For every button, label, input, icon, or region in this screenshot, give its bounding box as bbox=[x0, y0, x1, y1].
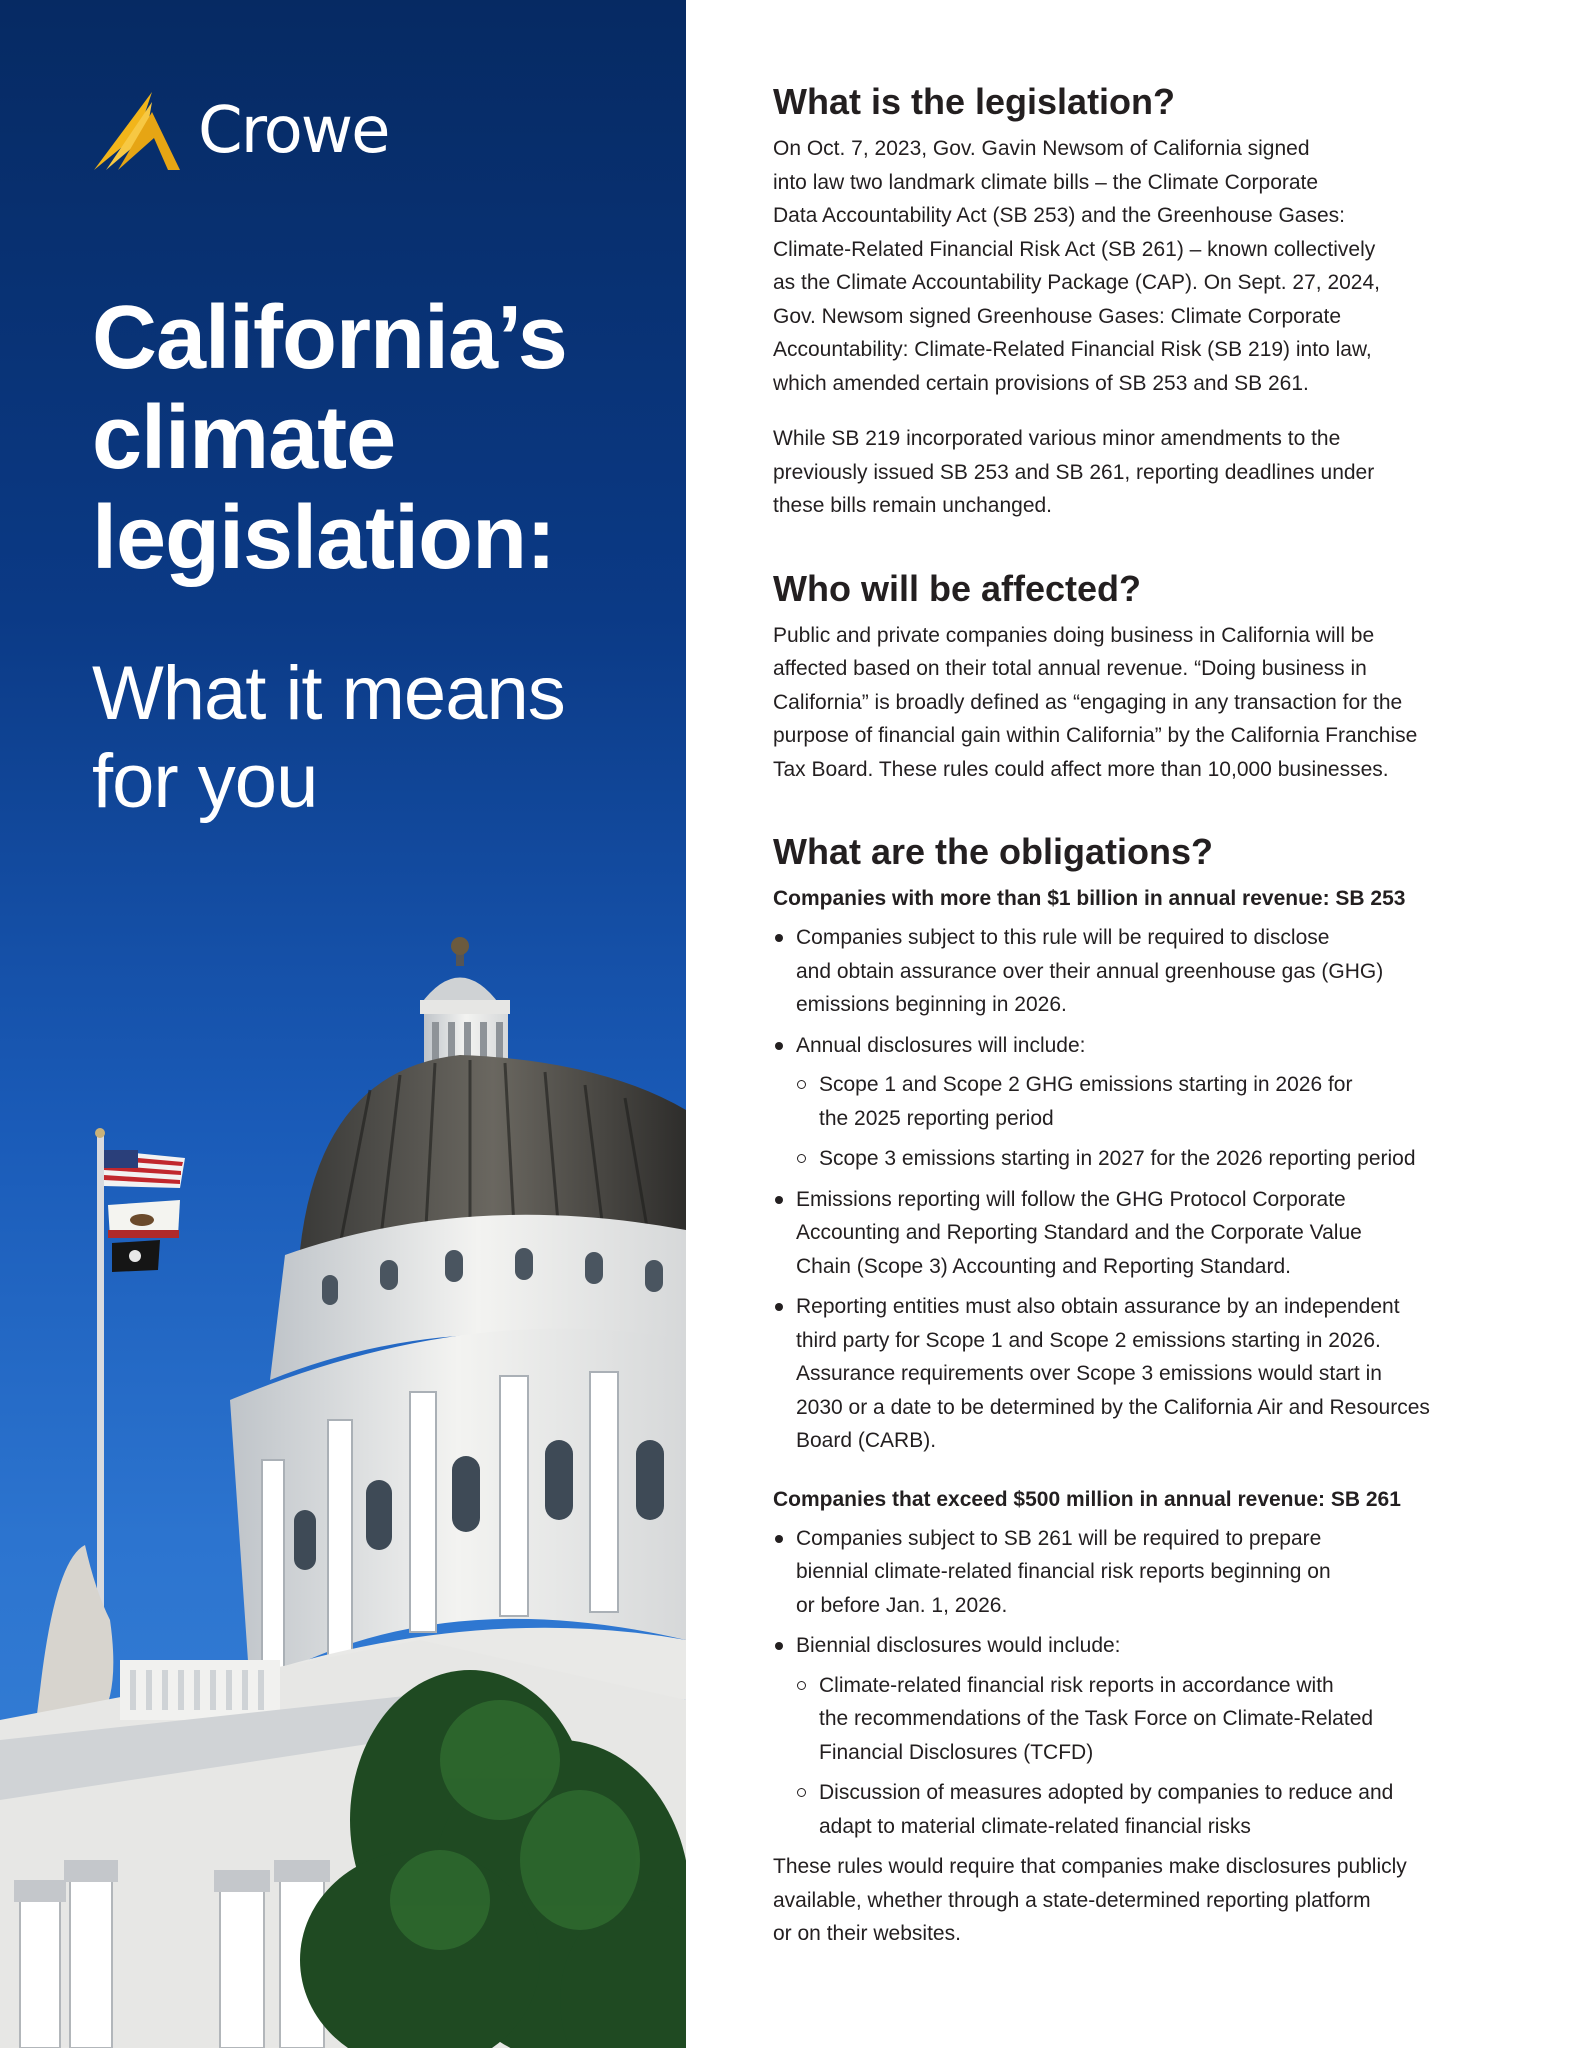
pow-mia-flag-icon bbox=[112, 1240, 160, 1272]
list-item: Companies subject to SB 261 will be required to prepare biennial climate-related financial risk reports beginning on or before Jan. 1, 2026. bbox=[773, 1522, 1493, 1623]
sub-list-item: Climate-related financial risk reports in accordance with the recommendations of the Task Force on Climate-Related Financial Disclosures (TCFD) bbox=[796, 1669, 1493, 1770]
crowe-logo-icon bbox=[92, 90, 184, 172]
sb253-list bbox=[773, 921, 1493, 1458]
heading-legislation: What is the legislation? bbox=[773, 81, 1176, 122]
brand-name: Crowe bbox=[198, 94, 389, 168]
california-flag-icon bbox=[108, 1200, 180, 1238]
closing-paragraph: These rules would require that companies make disclosures publicly available, whether through a state-determined reporting platform or on their websites. bbox=[773, 1855, 1407, 1945]
title-line: California’s bbox=[92, 288, 567, 388]
heading-obligations: What are the obligations? bbox=[773, 831, 1214, 872]
affected-paragraph: Public and private companies doing business in California will be affected based on their total annual revenue. “Doing business in California” is broadly defined as “engaging in any transaction for the purpose of financial gain within California” by the California Franchise Tax Board. These rules could affect more than 10,000 businesses. bbox=[773, 623, 1418, 781]
page-subtitle bbox=[92, 650, 652, 826]
list-item: Reporting entities must also obtain assurance by an independent third party for Scope 1 and Scope 2 emissions starting in 2026. Assurance requirements over Scope 3 emissions would start in 2030 or a date to be determined by the California Air and Resources Board (CARB). bbox=[773, 1290, 1493, 1458]
title-line: legislation: bbox=[92, 488, 556, 588]
sub-list-item: Discussion of measures adopted by companies to reduce and adapt to material climate-related financial risks bbox=[796, 1776, 1493, 1843]
heading-affected: Who will be affected? bbox=[773, 567, 1142, 609]
page-title bbox=[92, 288, 652, 588]
sub-list bbox=[796, 1669, 1493, 1844]
sb261-subheading: Companies that exceed $500 million in annual revenue: SB 261 bbox=[773, 1487, 1401, 1511]
sub-list-item: Scope 3 emissions starting in 2027 for the 2026 reporting period bbox=[796, 1142, 1493, 1176]
subtitle-line: for you bbox=[92, 739, 318, 824]
hero-panel bbox=[0, 0, 686, 2048]
subtitle-line: What it means bbox=[92, 651, 565, 736]
sb219-paragraph: While SB 219 incorporated various minor amendments to the previously issued SB 253 and SB 261, reporting deadlines under these bills remain unchanged. bbox=[773, 427, 1375, 517]
sb261-list bbox=[773, 1522, 1493, 1844]
list-item: Biennial disclosures would include: Climate-related financial risk reports in accordance with the recommendations of the Task Force on Climate-Related Financial Disclosures (TCFD) Discussion of measures adopted by companies to reduce and adapt to material climate-related financial risks bbox=[773, 1629, 1493, 1843]
title-line: climate bbox=[92, 388, 396, 488]
sub-list bbox=[796, 1068, 1493, 1176]
sb253-subheading: Companies with more than $1 billion in annual revenue: SB 253 bbox=[773, 887, 1406, 910]
list-item: Companies subject to this rule will be required to disclose and obtain assurance over their annual greenhouse gas (GHG) emissions beginning in 2026. bbox=[773, 921, 1493, 1022]
us-flag-icon bbox=[104, 1150, 185, 1188]
legislation-paragraph: On Oct. 7, 2023, Gov. Gavin Newsom of California signed into law two landmark climate bills – the Climate Corporate Data Accountability Act (SB 253) and the Greenhouse Gases: Climate-Related Financial Risk Act (SB 261) – known collectively as the Climate Accountability Package (CAP). On Sept. 27, 2024, Gov. Newsom signed Greenhouse Gases: Climate Corporate Accountability: Climate-Related Financial Risk (SB 219) into law, which amended certain provisions of SB 253 and SB 261. bbox=[773, 137, 1380, 395]
list-item: Annual disclosures will include: Scope 1 and Scope 2 GHG emissions starting in 2026 for the 2025 reporting period Scope 3 emissions starting in 2027 for the 2026 reporting period bbox=[773, 1029, 1493, 1176]
crowe-logo[interactable] bbox=[92, 90, 388, 172]
list-item: Emissions reporting will follow the GHG Protocol Corporate Accounting and Reporting Standard and the Corporate Value Chain (Scope 3) Accounting and Reporting Standard. bbox=[773, 1183, 1493, 1284]
sub-list-item: Scope 1 and Scope 2 GHG emissions starting in 2026 for the 2025 reporting period bbox=[796, 1068, 1493, 1135]
article-body bbox=[773, 80, 1493, 1951]
